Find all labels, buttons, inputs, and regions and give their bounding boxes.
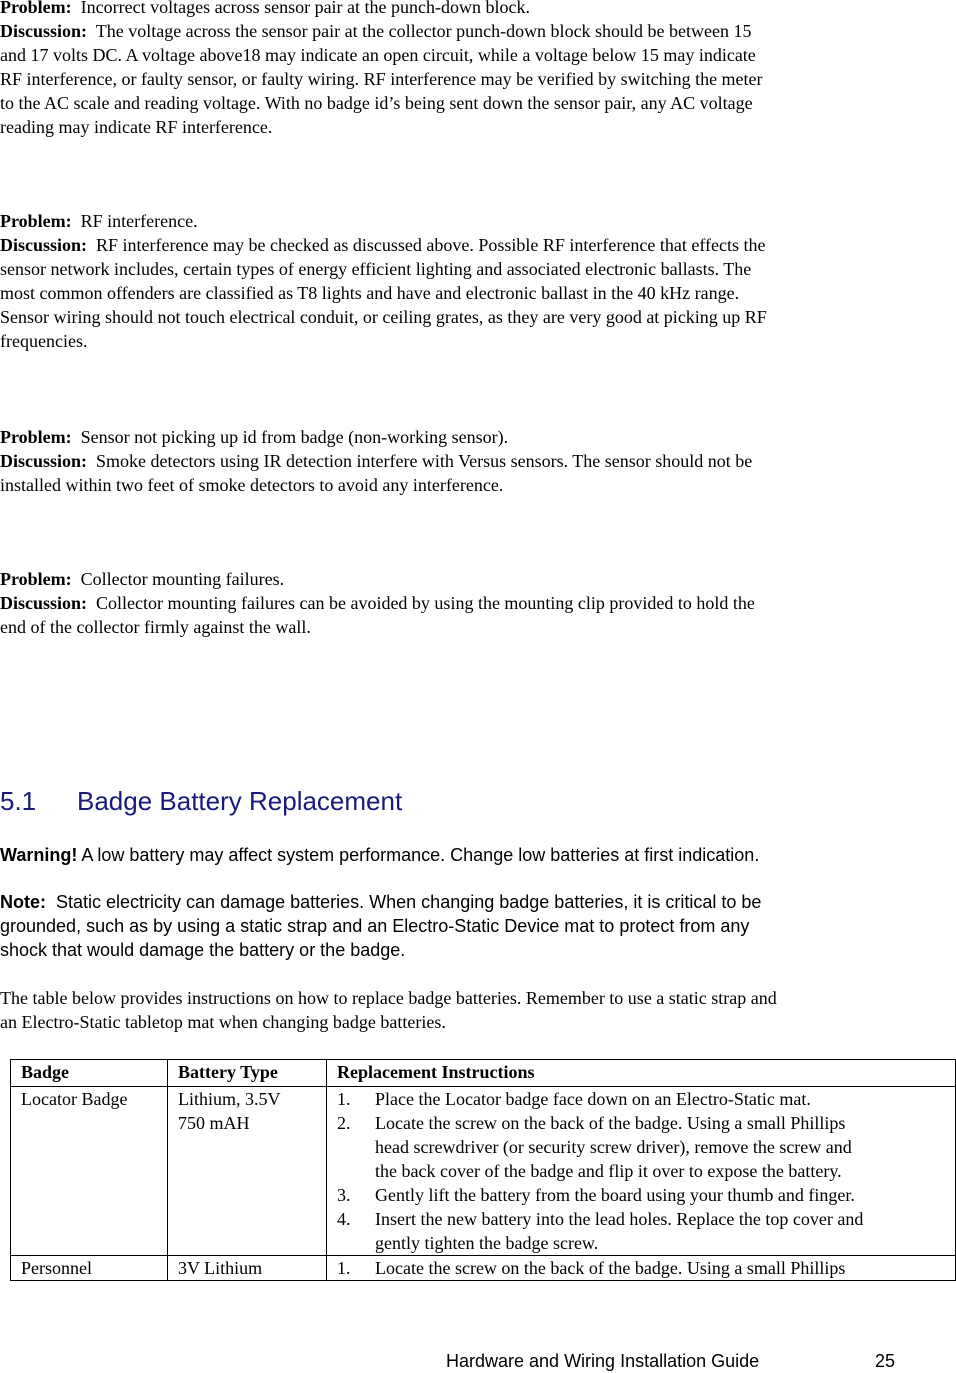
step-number: 4. <box>337 1209 351 1229</box>
intro-paragraph <box>0 986 890 1034</box>
troubleshooting-item <box>0 209 890 353</box>
intro-text: an Electro-Static tabletop mat when changing badge batteries. <box>0 1012 446 1032</box>
instructions-cell <box>327 1256 956 1281</box>
problem-text: Collector mounting failures. <box>80 569 285 589</box>
instruction-step <box>337 1256 955 1280</box>
discussion-line <box>0 591 890 615</box>
step-text: head screwdriver (or security screw driver), remove the screw and <box>375 1137 852 1157</box>
footer-title: Hardware and Wiring Installation Guide <box>446 1351 760 1371</box>
discussion-text: sensor network includes, certain types of energy efficient lighting and associated electronic ballasts. The <box>0 259 752 279</box>
note-paragraph <box>0 890 890 962</box>
discussion-label: Discussion: <box>0 451 88 471</box>
discussion-label: Discussion: <box>0 235 88 255</box>
battery-type-cell <box>168 1087 327 1256</box>
step-text: Locate the screw on the back of the badge. Using a small Phillips <box>375 1113 846 1133</box>
instructions-cell <box>327 1087 956 1256</box>
page-number: 25 <box>875 1351 896 1371</box>
discussion-text: to the AC scale and reading voltage. With no badge id’s being sent down the sensor pair, any AC voltage <box>0 93 753 113</box>
problem-line <box>0 0 890 19</box>
step-number: 2. <box>337 1113 351 1133</box>
section-heading <box>0 784 402 818</box>
instruction-step <box>337 1087 955 1111</box>
discussion-label: Discussion: <box>0 21 88 41</box>
note-text: Static electricity can damage batteries. When changing badge batteries, it is critical to be <box>56 892 762 912</box>
warning-label: Warning! <box>0 845 78 865</box>
troubleshooting-item <box>0 567 890 639</box>
discussion-text: reading may indicate RF interference. <box>0 117 273 137</box>
intro-text: The table below provides instructions on how to replace badge batteries. Remember to use a static strap and <box>0 988 777 1008</box>
instruction-steps <box>337 1256 955 1280</box>
instruction-step <box>337 1183 955 1207</box>
step-number: 1. <box>337 1089 351 1109</box>
problem-label: Problem: <box>0 427 72 447</box>
discussion-text: RF interference may be checked as discussed above. Possible RF interference that effects the <box>96 235 766 255</box>
badge-cell: Locator Badge <box>11 1087 168 1256</box>
battery-type-text: 3V Lithium <box>178 1258 263 1278</box>
problem-text: Incorrect voltages across sensor pair at the punch-down block. <box>80 0 531 17</box>
column-header-instructions: Replacement Instructions <box>327 1060 956 1087</box>
section-number: 5.1 <box>0 786 37 816</box>
discussion-text: most common offenders are classified as T8 lights and have and electronic ballast in the 40 kHz range. <box>0 283 740 303</box>
step-text: the back cover of the badge and flip it over to expose the battery. <box>375 1161 842 1181</box>
problem-label: Problem: <box>0 0 72 17</box>
battery-type-text: 750 mAH <box>178 1113 250 1133</box>
troubleshooting-item <box>0 425 890 497</box>
problem-text: Sensor not picking up id from badge (non-working sensor). <box>80 427 509 447</box>
table-row <box>11 1087 956 1256</box>
badge-cell: Personnel <box>11 1256 168 1281</box>
instruction-step <box>337 1111 955 1183</box>
discussion-text: installed within two feet of smoke detectors to avoid any interference. <box>0 475 504 495</box>
discussion-line <box>0 449 890 473</box>
instruction-step <box>337 1207 955 1255</box>
step-number: 3. <box>337 1185 351 1205</box>
troubleshooting-item <box>0 0 890 139</box>
problem-line <box>0 209 890 233</box>
discussion-line <box>0 233 890 257</box>
step-number: 1. <box>337 1258 351 1278</box>
problem-line <box>0 567 890 591</box>
step-text: Place the Locator badge face down on an Electro-Static mat. <box>375 1089 811 1109</box>
problem-label: Problem: <box>0 211 72 231</box>
discussion-label: Discussion: <box>0 593 88 613</box>
discussion-line <box>0 19 890 43</box>
note-text: shock that would damage the battery or the badge. <box>0 940 406 960</box>
step-text: Gently lift the battery from the board using your thumb and finger. <box>375 1185 855 1205</box>
step-text: gently tighten the badge screw. <box>375 1233 599 1253</box>
step-text: Locate the screw on the back of the badge. Using a small Phillips <box>375 1258 846 1278</box>
discussion-text: and 17 volts DC. A voltage above18 may indicate an open circuit, while a voltage below 15 may indicate <box>0 45 756 65</box>
note-text: grounded, such as by using a static strap and an Electro-Static Device mat to protect from any <box>0 916 750 936</box>
battery-replacement-table <box>10 1059 956 1281</box>
battery-type-text: Lithium, 3.5V <box>178 1089 281 1109</box>
warning-text: A low battery may affect system performance. Change low batteries at first indication. <box>81 845 760 865</box>
instruction-steps <box>337 1087 955 1255</box>
discussion-text: The voltage across the sensor pair at the collector punch-down block should be between 15 <box>95 21 752 41</box>
discussion-text: RF interference, or faulty sensor, or faulty wiring. RF interference may be verified by switching the meter <box>0 69 763 89</box>
discussion-text: end of the collector firmly against the wall. <box>0 617 311 637</box>
warning-paragraph <box>0 843 890 867</box>
problem-label: Problem: <box>0 569 72 589</box>
column-header-battery-type: Battery Type <box>168 1060 327 1087</box>
problem-line <box>0 425 890 449</box>
discussion-text: Sensor wiring should not touch electrical conduit, or ceiling grates, as they are very good at picking up RF <box>0 307 767 327</box>
note-label: Note: <box>0 892 46 912</box>
discussion-text: Collector mounting failures can be avoided by using the mounting clip provided to hold the <box>96 593 755 613</box>
battery-type-cell <box>168 1256 327 1281</box>
table-header-row <box>11 1060 956 1087</box>
discussion-text: frequencies. <box>0 331 88 351</box>
section-title: Badge Battery Replacement <box>77 786 403 816</box>
problem-text: RF interference. <box>80 211 198 231</box>
discussion-text: Smoke detectors using IR detection interfere with Versus sensors. The sensor should not be <box>96 451 753 471</box>
step-text: Insert the new battery into the lead holes. Replace the top cover and <box>375 1209 864 1229</box>
column-header-badge: Badge <box>11 1060 168 1087</box>
table-row <box>11 1256 956 1281</box>
